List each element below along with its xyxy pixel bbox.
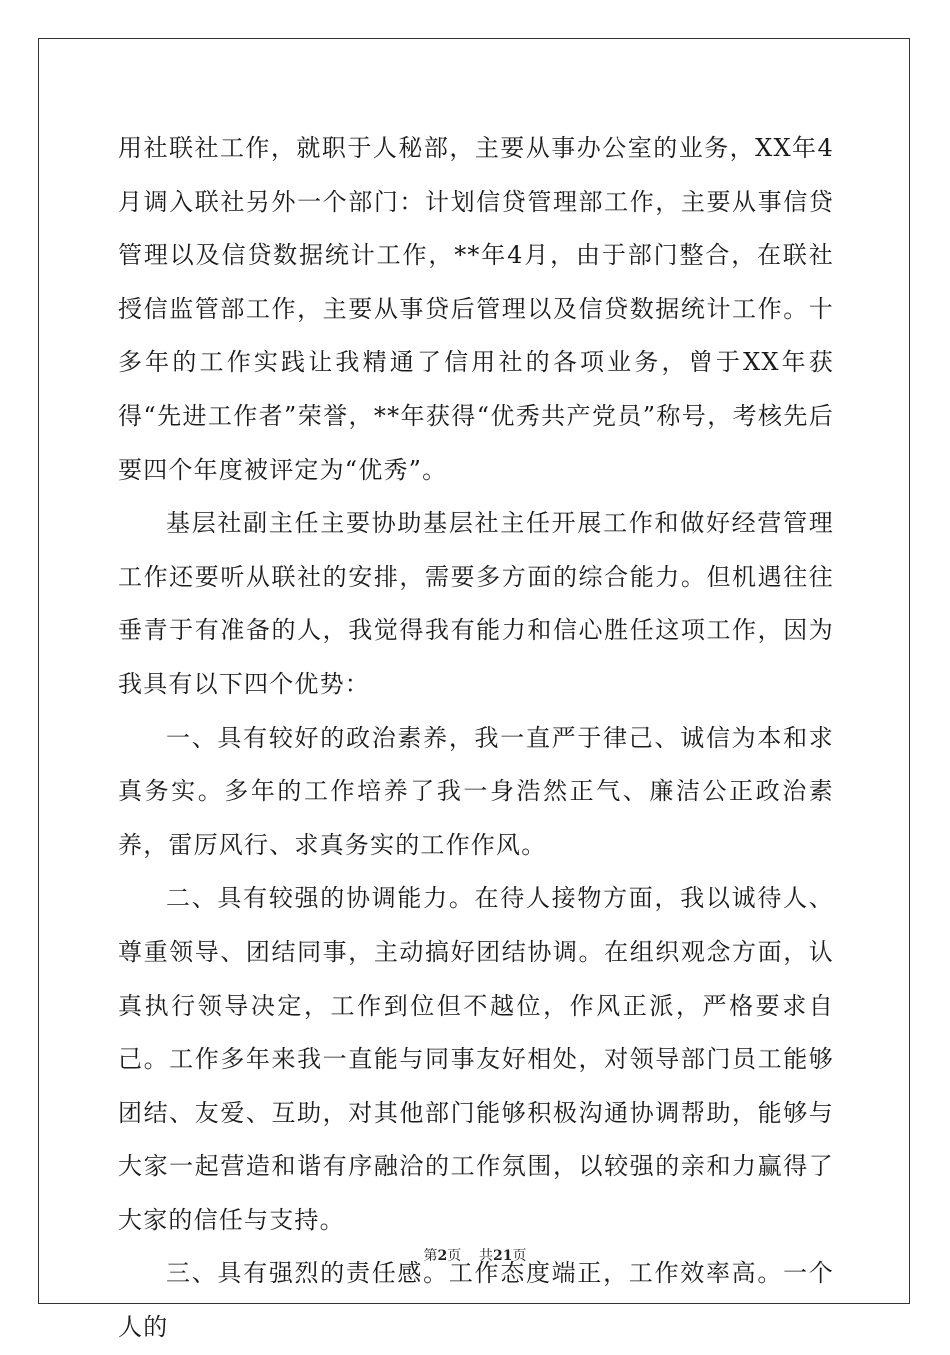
paragraph-1: 用社联社工作，就职于人秘部，主要从事办公室的业务，XX年4月调入联社另外一个部门：计划信贷管理部工作，主要从事信贷管理以及信贷数据统计工作，**年4月，由于部门整合，在联社授信监管部工作，主要从事贷后管理以及信贷数据统计工作。十多年的工作实践让我精通了信用社的各项业务，曾于XX年获得“先进工作者”荣誉，**年获得“优秀共产党员”称号，考核先后要四个年度被评定为“优秀”。 (118, 134, 834, 484)
paragraph-5: 三、具有强烈的责任感。工作态度端正，工作效率高。一个人的 (118, 1259, 834, 1342)
paragraph-2: 基层社副主任主要协助基层社主任开展工作和做好经营管理工作还要听从联社的安排，需要多方面的综合能力。但机遇往往垂青于有准备的人，我觉得我有能力和信心胜任这项工作，因为我具有以下四个优势： (118, 509, 834, 698)
footer-page-current: 2 (437, 1248, 448, 1264)
footer-page-prefix: 第 (423, 1248, 438, 1264)
paragraph-3: 一、具有较好的政治素养，我一直严于律己、诚信为本和求真务实。多年的工作培养了我一身浩然正气、廉洁公正政治素养，雷厉风行、求真务实的工作作风。 (118, 723, 834, 859)
footer-total-suffix: 页 (512, 1248, 527, 1264)
document-body (118, 122, 834, 1355)
page-footer (0, 1245, 950, 1265)
footer-page-total: 21 (493, 1248, 513, 1264)
footer-page-suffix: 页 (447, 1248, 462, 1264)
paragraph-4: 二、具有较强的协调能力。在待人接物方面，我以诚待人、尊重领导、团结同事，主动搞好团结协调。在组织观念方面，认真执行领导决定，工作到位但不越位，作风正派，严格要求自己。工作多年来我一直能与同事友好相处，对领导部门员工能够团结、友爱、互助，对其他部门能够积极沟通协调帮助，能够与大家一起营造和谐有序融洽的工作氛围，以较强的亲和力赢得了大家的信任与支持。 (118, 884, 834, 1234)
footer-total-prefix: 共 (479, 1248, 494, 1264)
